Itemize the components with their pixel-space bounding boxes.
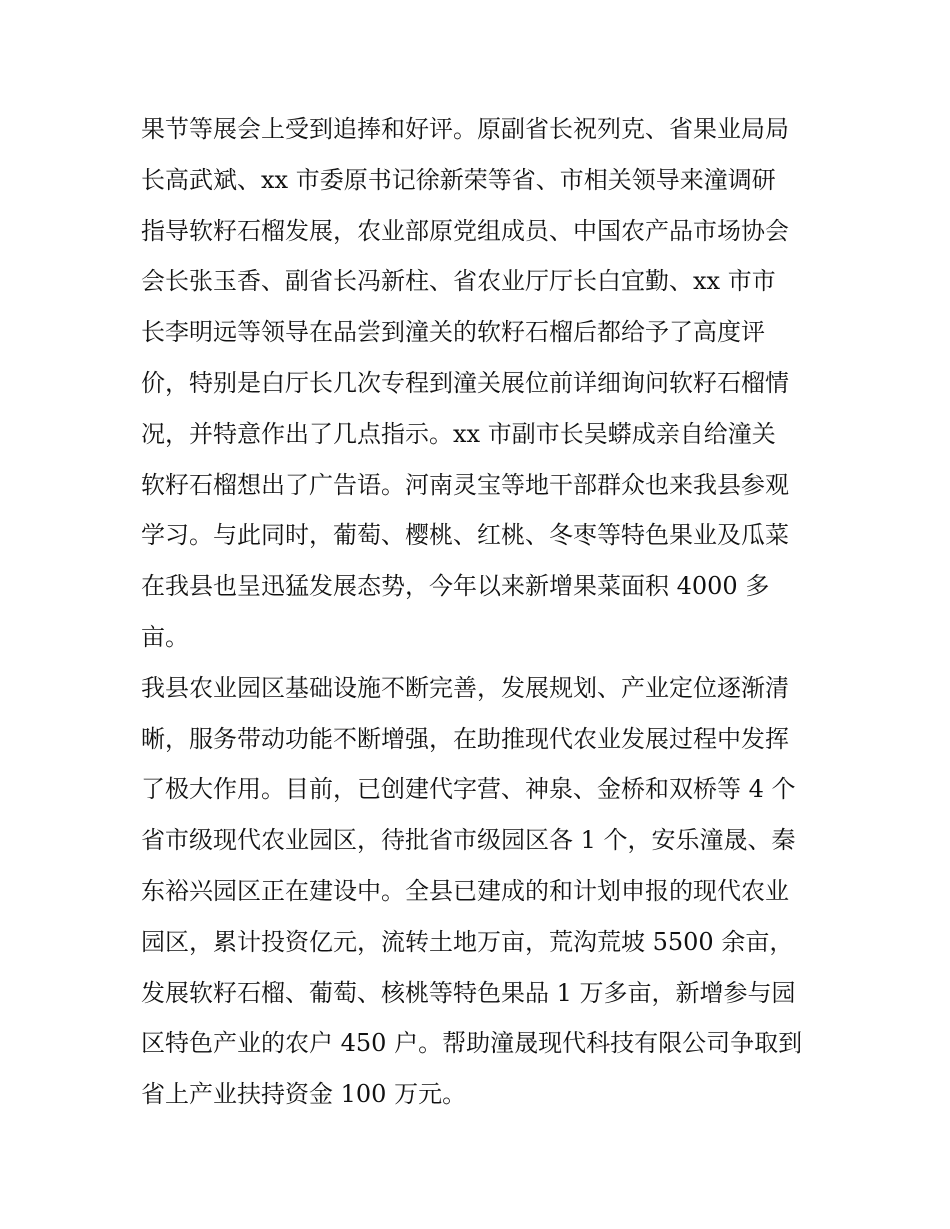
text-line: 亩。	[141, 622, 189, 651]
text-line: 区特色产业的农户 450 户。帮助潼晟现代科技有限公司争取到	[141, 1029, 803, 1058]
text-line: 况，并特意作出了几点指示。xx 市副市长吴蟒成亲自给潼关	[141, 419, 776, 448]
text-line: 学习。与此同时，葡萄、樱桃、红桃、冬枣等特色果业及瓜菜	[141, 521, 789, 550]
text-line: 指导软籽石榴发展，农业部原党组成员、中国农产品市场协会	[141, 216, 789, 245]
text-line: 我县农业园区基础设施不断完善，发展规划、产业定位逐渐清	[141, 673, 789, 702]
text-line: 园区，累计投资亿元，流转土地万亩，荒沟荒坡 5500 余亩，	[141, 927, 794, 956]
paragraph-2	[141, 663, 821, 1120]
paragraph-1	[141, 104, 821, 663]
text-line: 发展软籽石榴、葡萄、核桃等特色果品 1 万多亩，新增参与园	[141, 978, 796, 1007]
document-body	[141, 104, 821, 1120]
text-line: 价，特别是白厅长几次专程到潼关展位前详细询问软籽石榴情	[141, 368, 789, 397]
text-line: 长李明远等领导在品尝到潼关的软籽石榴后都给予了高度评	[141, 318, 765, 347]
text-line: 东裕兴园区正在建设中。全县已建成的和计划申报的现代农业	[141, 876, 789, 905]
text-line: 了极大作用。目前，已创建代字营、神泉、金桥和双桥等 4 个	[141, 775, 796, 804]
text-line: 晰，服务带动功能不断增强，在助推现代农业发展过程中发挥	[141, 724, 789, 753]
text-line: 在我县也呈迅猛发展态势，今年以来新增果菜面积 4000 多	[141, 572, 770, 601]
text-line: 软籽石榴想出了广告语。河南灵宝等地干部群众也来我县参观	[141, 470, 789, 499]
text-line: 省上产业扶持资金 100 万元。	[141, 1080, 467, 1109]
text-line: 省市级现代农业园区，待批省市级园区各 1 个，安乐潼晟、秦	[141, 826, 796, 855]
text-line: 长高武斌、xx 市委原书记徐新荣等省、市相关领导来潼调研	[141, 165, 776, 194]
text-line: 会长张玉香、副省长冯新柱、省农业厅厅长白宜勤、xx 市市	[141, 267, 776, 296]
text-line: 果节等展会上受到追捧和好评。原副省长祝列克、省果业局局	[141, 115, 789, 143]
